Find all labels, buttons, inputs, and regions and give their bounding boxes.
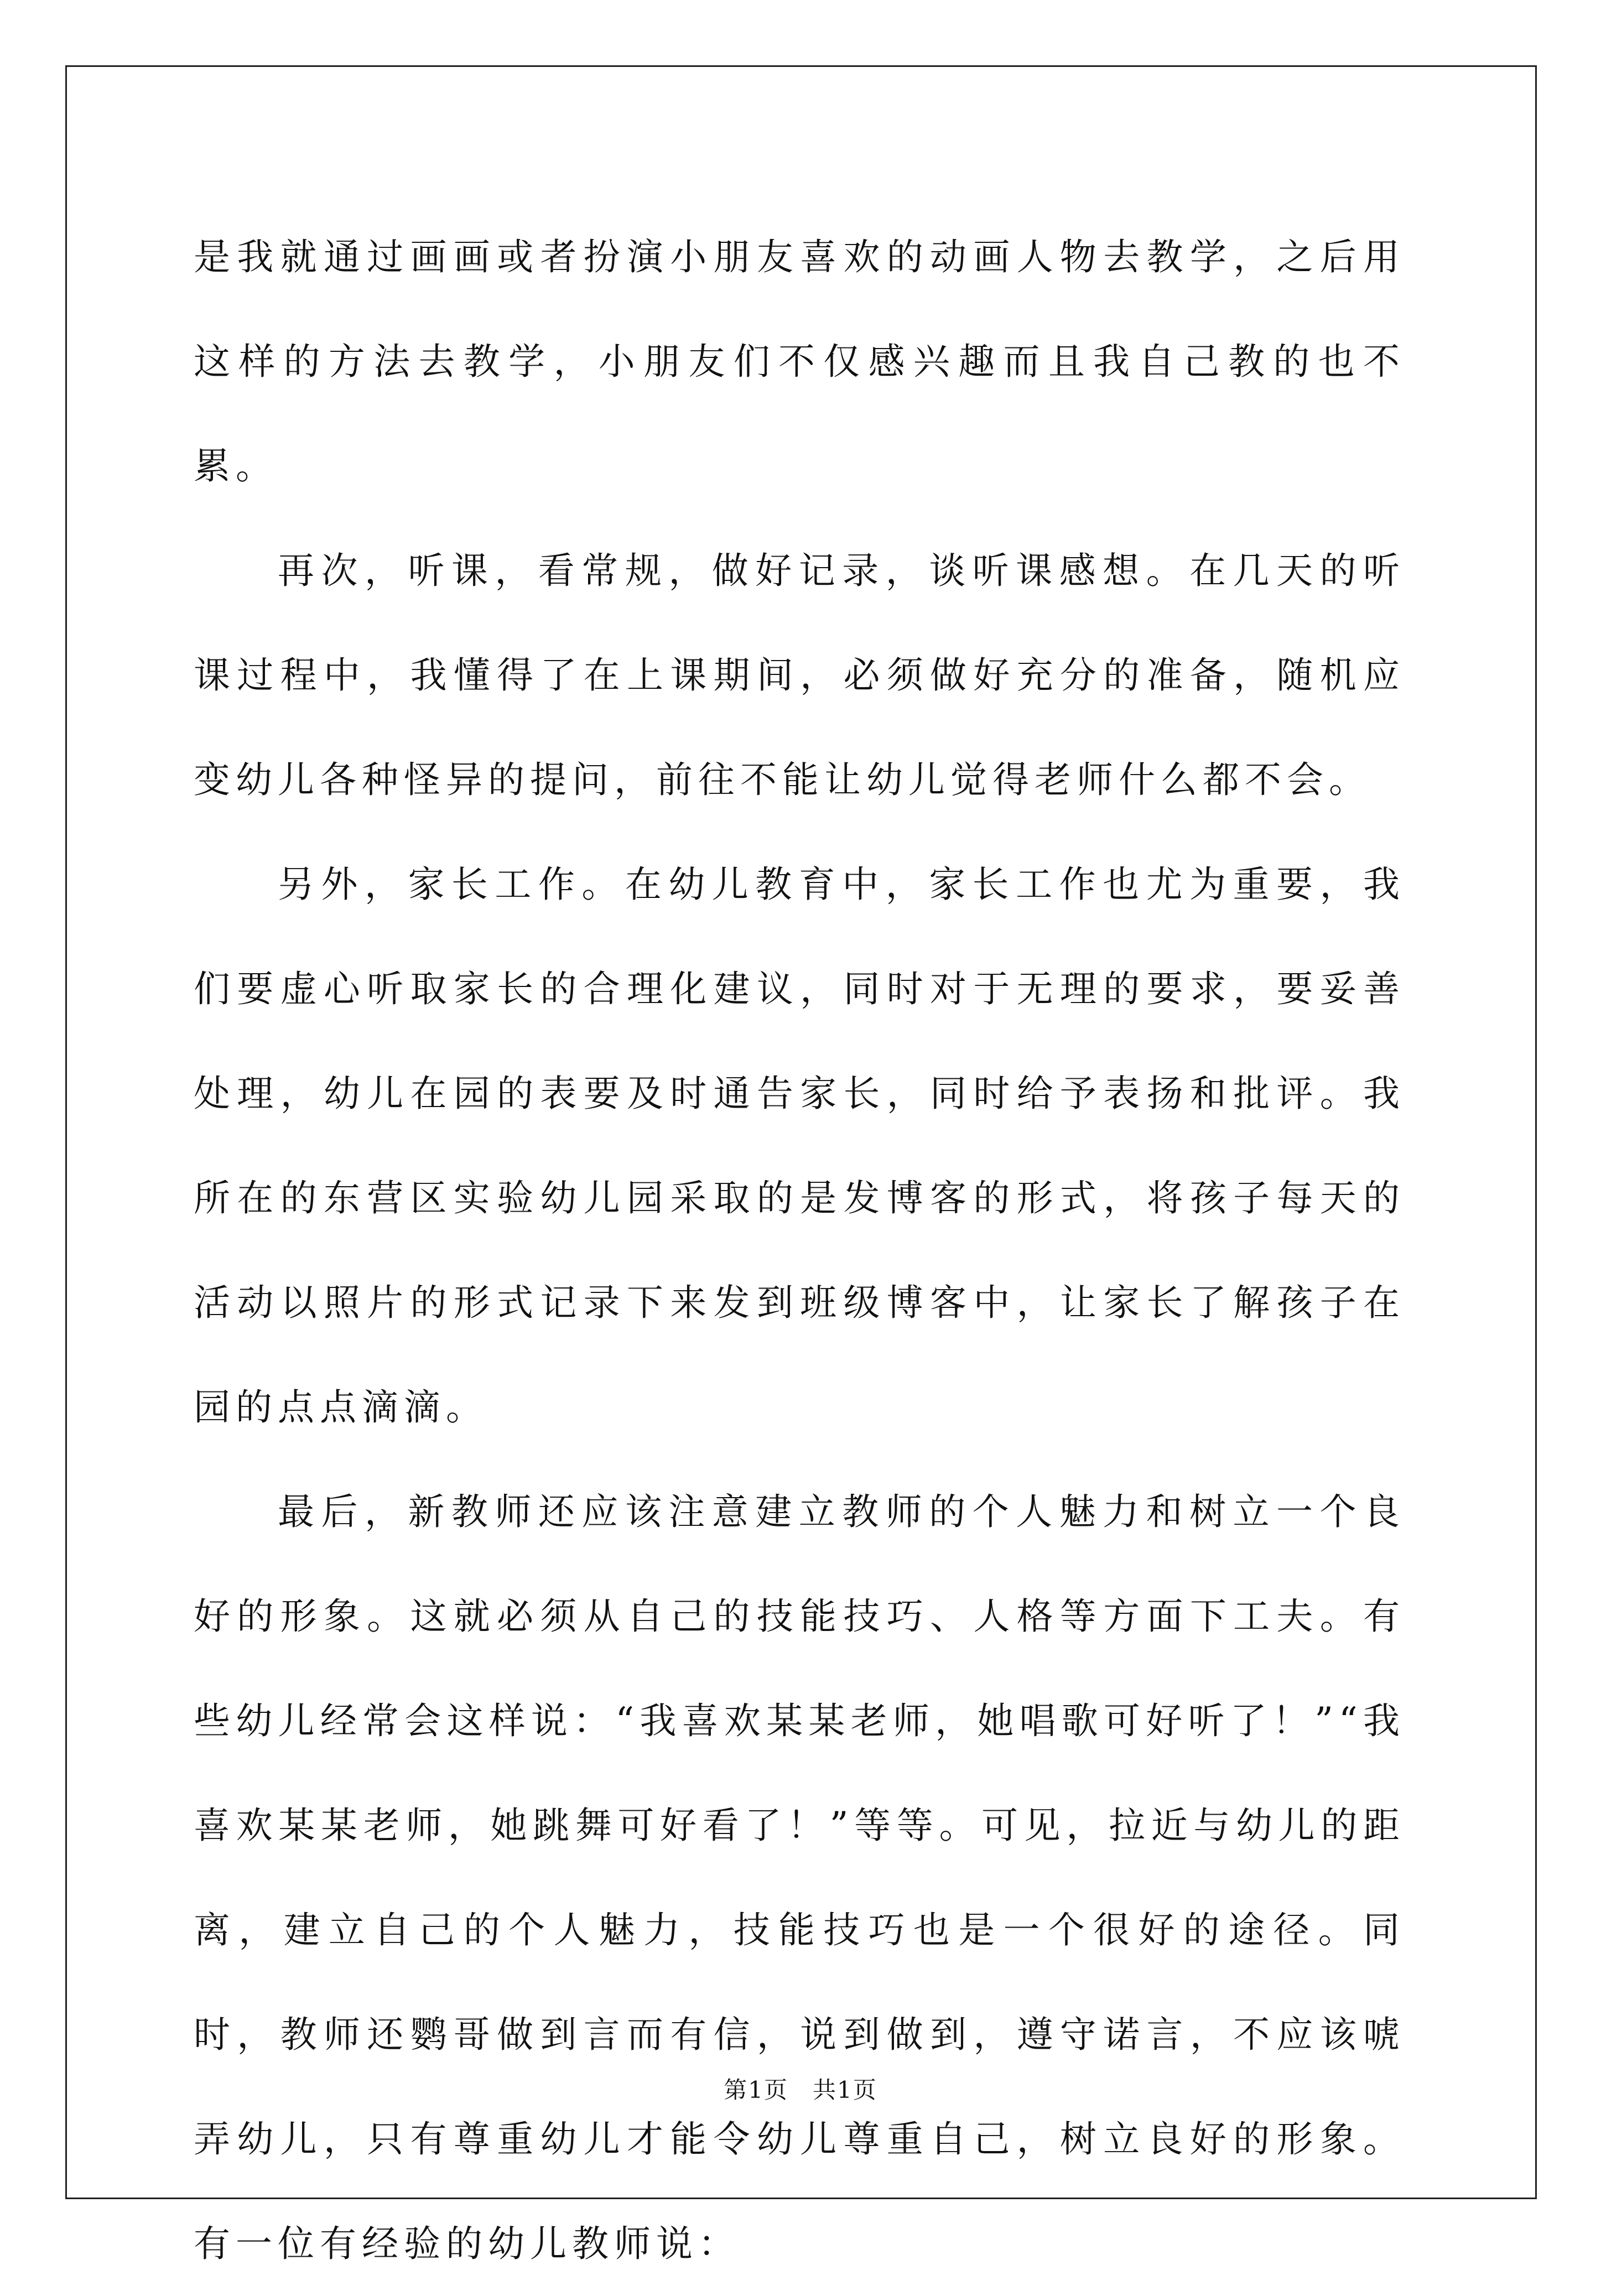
page-footer: 第1页 共1页 <box>724 2076 877 2103</box>
document-body <box>194 205 1405 2296</box>
paragraph-3: 另外，家长工作。在幼儿教育中，家长工作也尤为重要，我们要虚心听取家长的合理化建议，同时对于无理的要求，要妥善处理，幼儿在园的表要及时通告家长，同时给予表扬和批评。我所在的东营区实验幼儿园采取的是发博客的形式，将孩子每天的活动以照片的形式记录下来发到班级博客中，让家长了解孩子在园的点点滴滴。 <box>194 863 1405 1428</box>
paragraph-4: 最后，新教师还应该注意建立教师的个人魅力和树立一个良好的形象。这就必须从自己的技能技巧、人格等方面下工夫。有些幼儿经常会这样说：“我喜欢某某老师，她唱歌可好听了！”“我喜欢某某老师，她跳舞可好看了！”等等。可见，拉近与幼儿的距离，建立自己的个人魅力，技能技巧也是一个很好的途径。同时，教师还鹦哥做到言而有信，说到做到，遵守诺言，不应该唬弄幼儿，只有尊重幼儿才能令幼儿尊重自己，树立良好的形象。有一位有经验的幼儿教师说： <box>194 1490 1405 2265</box>
paragraph-1: 是我就通过画画或者扮演小朋友喜欢的动画人物去教学，之后用这样的方法去教学，小朋友们不仅感兴趣而且我自己教的也不累。 <box>194 236 1405 487</box>
paragraph-2: 再次，听课，看常规，做好记录，谈听课感想。在几天的听课过程中，我懂得了在上课期间，必须做好充分的准备，随机应变幼儿各种怪异的提问，前往不能让幼儿觉得老师什么都不会。 <box>194 549 1405 801</box>
